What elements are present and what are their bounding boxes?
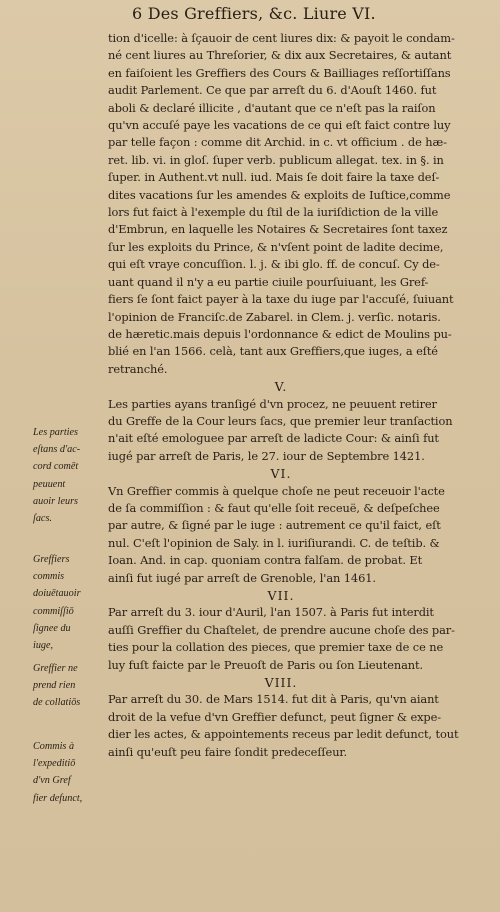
margin-note-line: auoir leurs xyxy=(33,495,78,507)
margin-note-4 xyxy=(33,738,82,807)
margin-note-line: d'vn Gref xyxy=(33,775,71,787)
text-line: en faiſoient les Greffiers des Cours & Bailliages reſſortiſſans xyxy=(108,65,451,80)
margin-note-line: de collatiōs xyxy=(33,697,81,709)
text-line: blié en l'an 1566. celà, tant aux Greffiers,que iuges, a eſté xyxy=(108,344,438,359)
text-line: iugé par arreſt de Paris, le 27. iour de Septembre 1421. xyxy=(108,448,425,463)
margin-note-line: Commis à xyxy=(33,741,75,752)
margin-note-line: Greffier ne xyxy=(33,663,78,674)
text-line: retranché. xyxy=(108,361,168,376)
text-line: lors fut faict à l'exemple du ſtil de la iuriſdiction de la ville xyxy=(108,205,439,220)
text-line: ainſi fut iugé par arreſt de Grenoble, l'an 1461. xyxy=(108,570,376,585)
section-number: V. xyxy=(274,379,288,395)
text-line: d'Embrun, en laquelle les Notaires & Secretaires ſont taxez xyxy=(108,222,448,237)
text-line: ſur les exploits du Prince, & n'vſent point de ladite decime, xyxy=(108,239,444,254)
text-line: dites vacations ſur les amendes & exploits de Iuſtice,comme xyxy=(108,187,451,202)
margin-note-line: commis xyxy=(33,571,65,583)
text-line: ainſi qu'euſt peu faire ſondit predeceſſeur. xyxy=(108,744,348,759)
text-line: droit de la vefue d'vn Greffier defunct, peut ſigner & expe- xyxy=(108,709,441,724)
text-line: Par arreſt du 3. iour d'Auril, l'an 1507. à Paris fut interdit xyxy=(108,605,434,620)
margin-note-line: peuuent xyxy=(33,478,66,490)
margin-note-line: Les parties xyxy=(33,427,78,438)
text-line: qui eſt vraye concuſſion. l. j. & ibi glo. ff. de concuſ. Cy de- xyxy=(108,257,440,272)
text-line: n'ait eſté emologuee par arreſt de ladicte Cour: & ainſi fut xyxy=(108,431,439,446)
text-line: luy fuſt faicte par le Preuoſt de Paris ou ſon Lieutenant. xyxy=(108,657,424,672)
text-line: aboli & declaré illicite , d'autant que ce n'eſt pas la raiſon xyxy=(108,100,436,115)
text-line: Ioan. And. in cap. quoniam contra falſam. de probat. Et xyxy=(108,553,423,568)
text-line: uant quand il n'y a eu partie ciuile pourſuiuant, les Gref- xyxy=(108,274,429,289)
text-line: né cent liures au Threſorier, & dix aux Secretaires, & autant xyxy=(108,48,452,63)
text-line: nul. C'eſt l'opinion de Saly. in l. iuriſiurandi. C. de teſtib. & xyxy=(108,535,440,550)
margin-note-line: eſtans d'ac- xyxy=(33,444,81,456)
section-number: VII. xyxy=(267,588,295,603)
margin-note-line: commiſſiō xyxy=(33,605,74,617)
text-line: par telle façon : comme dit Archid. in c. vt officium . de hæ- xyxy=(108,135,447,150)
margin-note-2 xyxy=(33,551,81,654)
margin-note-line: ſacs. xyxy=(33,513,52,525)
text-line: audit Parlement. Ce que par arreſt du 6. d'Aouſt 1460. fut xyxy=(108,83,437,98)
margin-note-line: ſignee du xyxy=(33,622,71,634)
text-line: dier les actes, & appointements receus par ledit defunct, tout xyxy=(108,727,459,742)
main-text-column xyxy=(108,30,494,761)
text-line: Par arreſt du 30. de Mars 1514. fut dit à Paris, qu'vn aiant xyxy=(108,692,439,707)
margin-note-1 xyxy=(33,424,80,527)
text-line: l'opinion de Franciſc.de Zabarel. in Clem. j. verſic. notaris. xyxy=(108,309,441,324)
text-line: du Greffe de la Cour leurs ſacs, que premier leur tranſaction xyxy=(108,413,453,428)
section-number: VI. xyxy=(270,466,292,482)
margin-note-line: cord comēt xyxy=(33,461,79,473)
margin-note-3 xyxy=(33,660,80,712)
margin-note-line: doiuētauoir xyxy=(33,588,81,600)
page-number: 6 xyxy=(132,4,143,23)
text-line: tion d'icelle: à ſçauoir de cent liures dix: & payoit le condam- xyxy=(108,31,455,45)
margin-note-line: l'expeditiō xyxy=(33,758,76,770)
text-line: de ſa commiſſion : & faut qu'elle ſoit receuë, & deſpeſchee xyxy=(108,500,440,515)
text-line: ties pour la collation des pieces, que premier taxe de ce ne xyxy=(108,640,444,655)
running-title: Des Greffiers, &c. Liure VI. xyxy=(147,4,376,23)
text-line: ſuper. in Authent.vt null. iud. Mais ſe doit faire la taxe deſ- xyxy=(108,170,440,185)
text-line: Vn Greffier commis à quelque choſe ne peut receuoir l'acte xyxy=(108,483,445,498)
text-line: auſſi Greffier du Chaſtelet, de prendre aucune choſe des par- xyxy=(108,622,455,637)
margin-note-line: fier defunct, xyxy=(33,792,83,804)
text-line: qu'vn accuſé paye les vacations de ce qui eſt faict contre luy xyxy=(108,118,451,133)
text-line: Les parties ayans tranſigé d'vn procez, ne peuuent retirer xyxy=(108,396,437,411)
running-header xyxy=(132,4,376,23)
text-line: de hæretic.mais depuis l'ordonnance & edict de Moulins pu- xyxy=(108,326,452,341)
margin-note-line: Greffiers xyxy=(33,554,70,565)
margin-note-line: iuge, xyxy=(33,640,54,652)
margin-note-line: prend rien xyxy=(33,680,76,692)
section-number: VIII. xyxy=(264,675,298,691)
text-line: fiers ſe ſont faict payer à la taxe du iuge par l'accuſé, ſuiuant xyxy=(108,292,454,307)
text-line: ret. lib. vi. in gloſ. ſuper verb. publicum allegat. tex. in §. in xyxy=(108,152,444,167)
text-line: par autre, & ſigné par le iuge : autrement ce qu'il faict, eſt xyxy=(108,518,441,533)
